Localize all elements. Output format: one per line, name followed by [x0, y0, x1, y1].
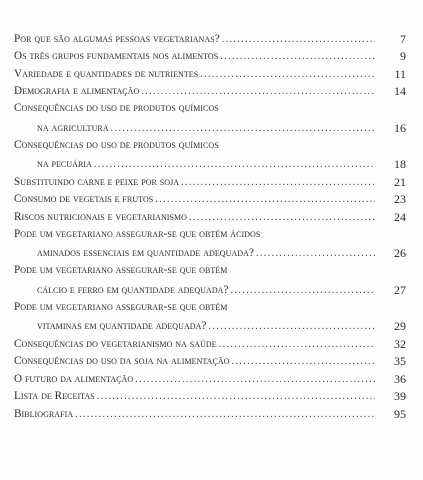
toc-entry[interactable]: [14, 189, 406, 207]
toc-entry-title-continuation: na agricultura: [37, 121, 109, 134]
toc-entry-page: 21: [394, 174, 406, 189]
toc-entry-page: 39: [394, 389, 406, 403]
toc-entry-title: Consequências do uso da soja na alimentação: [14, 355, 230, 367]
toc-entry[interactable]: [14, 171, 406, 189]
toc-entry-page: 27: [394, 282, 406, 297]
toc-entry-title: Pode um vegetariano assegurar-se que obtém ácidos: [14, 227, 261, 240]
toc-entry-page: 32: [394, 336, 406, 351]
toc-entry-page: 16: [394, 120, 406, 135]
dot-leader: [97, 391, 375, 403]
toc-entry-title: Demografia e alimentação: [14, 85, 140, 97]
dot-leader: [189, 212, 375, 224]
dot-leader: [75, 409, 375, 421]
dot-leader: [208, 321, 375, 333]
toc-entry-title: Variedade e quantidades de nutrientes: [14, 67, 199, 80]
toc-entry-page: 23: [394, 192, 406, 206]
toc-entry[interactable]: [14, 297, 406, 334]
toc-entry[interactable]: [14, 28, 406, 46]
dot-leader: [200, 69, 375, 81]
toc-entry[interactable]: [14, 368, 406, 386]
dot-leader: [111, 123, 375, 135]
toc-entry-page: 26: [394, 246, 406, 260]
toc-entry-title: Consequências do uso de produtos químicos: [14, 102, 219, 114]
toc-entry-title: Os três grupos fundamentais nos alimentos: [14, 50, 219, 62]
dot-leader: [222, 34, 375, 46]
toc-entry-title: Substituindo carne e peixe por soja: [14, 175, 180, 188]
toc-entry[interactable]: [14, 224, 406, 261]
toc-entry[interactable]: [14, 46, 406, 64]
toc-entry-page: 24: [394, 209, 406, 224]
toc-entry[interactable]: [14, 260, 406, 297]
dot-leader: [231, 285, 375, 297]
toc-entry-title: Bibliografia: [14, 407, 74, 420]
toc-entry-title: Consequências do vegetarianismo na saúde: [14, 337, 217, 350]
dot-leader: [256, 248, 375, 260]
toc-entry-page: 14: [394, 84, 406, 98]
dot-leader: [155, 194, 375, 206]
toc-entry-title: Por que são algumas pessoas vegetarianas?: [14, 32, 220, 45]
toc-entry-title: Consequências do uso de produtos químicos: [14, 138, 219, 151]
toc-entry-title: Consumo de vegetais e frutos: [14, 193, 154, 205]
toc-entry[interactable]: [14, 81, 406, 99]
toc-entry[interactable]: [14, 98, 406, 135]
table-of-contents: [14, 28, 406, 421]
toc-entry[interactable]: [14, 386, 406, 404]
toc-entry-page: 11: [394, 66, 406, 81]
dot-leader: [94, 159, 375, 171]
dot-leader: [135, 374, 375, 386]
toc-entry-title: Lista de Receitas: [14, 390, 95, 402]
toc-entry-page: 7: [400, 31, 406, 46]
dot-leader: [220, 51, 375, 63]
toc-entry-title-continuation: cálcio e ferro em quantidade adequada?: [37, 283, 229, 296]
toc-entry[interactable]: [14, 63, 406, 81]
toc-entry-title: Pode um vegetariano assegurar-se que obtém: [14, 264, 228, 276]
toc-entry[interactable]: [14, 135, 406, 172]
toc-entry[interactable]: [14, 403, 406, 421]
toc-entry-title: Pode um vegetariano assegurar-se que obtém: [14, 300, 228, 313]
dot-leader: [219, 339, 375, 351]
toc-entry-title-continuation: vitaminas em quantidade adequada?: [37, 320, 207, 332]
toc-entry[interactable]: [14, 333, 406, 351]
toc-entry-page: 36: [394, 371, 406, 386]
toc-entry-page: 95: [394, 406, 406, 421]
toc-entry-page: 29: [394, 319, 406, 333]
toc-entry-page: 18: [394, 157, 406, 171]
toc-entry-title-continuation: na pecuária: [37, 158, 92, 170]
dot-leader: [181, 177, 375, 189]
toc-entry-page: 35: [394, 354, 406, 368]
toc-entry[interactable]: [14, 206, 406, 224]
toc-entry-title: O futuro da alimentação: [14, 372, 134, 385]
dot-leader: [141, 86, 375, 98]
toc-entry-title-continuation: aminados essenciais em quantidade adequada?: [37, 247, 254, 259]
toc-entry[interactable]: [14, 351, 406, 369]
toc-entry-title: Riscos nutricionais e vegetarianismo: [14, 210, 188, 223]
toc-entry-page: 9: [400, 49, 406, 63]
dot-leader: [232, 356, 375, 368]
